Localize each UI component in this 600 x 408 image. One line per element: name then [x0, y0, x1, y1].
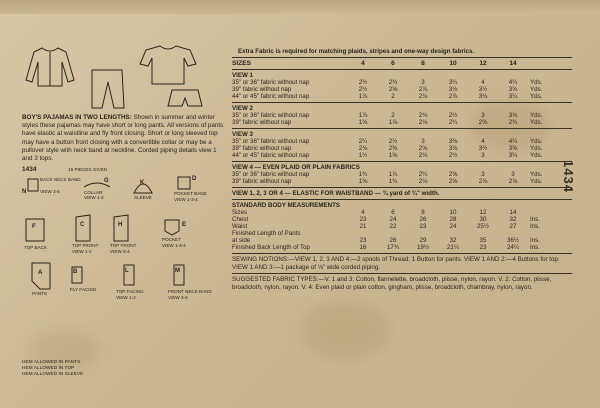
size-value: 12 [479, 60, 487, 67]
yardage-row [232, 79, 572, 86]
row-value: 23 [359, 216, 367, 223]
row-label: 35" or 36" fabric without nap [232, 79, 310, 86]
row-value: 10 [449, 209, 457, 216]
row-label: 35" or 36" fabric without nap [232, 138, 310, 145]
row-value: 25½ [476, 223, 490, 230]
piece-D [172, 175, 207, 203]
row-value: 2¼ [448, 119, 458, 126]
row-value: 1⅞ [358, 93, 368, 100]
piece-name: PANTS [32, 291, 47, 297]
row-value: 2⅞ [448, 93, 458, 100]
row-value: 1¾ [358, 171, 368, 178]
divider [232, 69, 572, 70]
size-value: 10 [449, 60, 457, 67]
divider [232, 102, 572, 103]
row-unit: Yds. [530, 86, 543, 93]
row-label: Chest [232, 216, 249, 223]
row-label: 44" or 45" fabric without nap [232, 152, 310, 159]
piece-name: FLY FACING [70, 287, 97, 293]
row-unit: Ins. [530, 216, 540, 223]
piece-views: VIEW 1-2 [116, 295, 136, 301]
piece-letter: H [118, 222, 123, 229]
row-unit: Yds. [530, 171, 543, 178]
piece-views: VIEW 3-4 [168, 295, 188, 301]
view-title: VIEW 2 [232, 105, 253, 112]
piece-views: VIEW 1-2 [84, 195, 104, 201]
piece-views: VIEW 1-3-4 [174, 197, 198, 203]
row-value: 23 [419, 223, 427, 230]
row-unit: Yds. [530, 79, 543, 86]
row-value: 2⅞ [508, 178, 518, 185]
row-unit: Ins. [530, 223, 540, 230]
row-value: 8 [421, 209, 425, 216]
row-value: 30 [479, 216, 487, 223]
row-value: 1⅝ [358, 119, 368, 126]
row-value: 1⅞ [358, 112, 368, 119]
legend-item: HEM ALLOWED IN SLEEVE [22, 372, 84, 377]
row-value: 2¾ [388, 79, 398, 86]
row-value: 22 [389, 223, 397, 230]
row-value: 4 [361, 209, 365, 216]
row-value: 23 [359, 237, 367, 244]
yardage-row [232, 152, 572, 159]
row-value: 2½ [448, 112, 458, 119]
row-value: 3½ [478, 86, 488, 93]
piece-H [110, 213, 137, 255]
piece-name: TOP FACING [116, 289, 144, 295]
sizes-label: SIZES [232, 60, 252, 67]
row-value: 1⅝ [388, 152, 398, 159]
row-value: 2⅝ [418, 145, 428, 152]
row-value: 4 [481, 138, 485, 145]
row-value: 2⅞ [478, 178, 488, 185]
piece-views: VIEW 3-4 [40, 189, 60, 195]
body-measurements [232, 209, 572, 251]
extra-fabric-note: Extra Fabric is required for matching plaids, stripes and one-way design fabrics. [238, 48, 475, 55]
row-value: 35 [479, 237, 487, 244]
row-value: 2⅛ [418, 93, 428, 100]
piece-K [132, 175, 154, 201]
yardage-row [232, 171, 572, 178]
row-value: 3⅝ [508, 145, 518, 152]
row-value: 4 [481, 79, 485, 86]
row-value: 29 [419, 237, 427, 244]
piece-name: TOP BACK [24, 245, 48, 251]
piece-letter: K [140, 180, 145, 187]
yardage-row [232, 178, 572, 185]
row-value: 17¾ [386, 244, 400, 251]
row-unit: Yds. [530, 178, 543, 185]
row-value: 2⅝ [448, 171, 458, 178]
row-value: 2¾ [508, 119, 518, 126]
view-sections [232, 72, 572, 188]
row-value: 2⅝ [388, 86, 398, 93]
row-value: 23 [479, 244, 487, 251]
view-title: VIEW 1 [232, 72, 253, 79]
piece-letter: L [125, 268, 129, 275]
row-value: 2⅛ [418, 112, 428, 119]
row-value: 19½ [416, 244, 430, 251]
row-value: 4¼ [508, 79, 518, 86]
row-value: 3 [421, 138, 425, 145]
row-value: 6 [391, 209, 395, 216]
piece-name: FRONT NECK BAND [168, 289, 212, 295]
yardage-row [232, 244, 572, 251]
row-label: 39" fabric without nap [232, 178, 292, 185]
row-value: 24 [389, 216, 397, 223]
row-label: at side [232, 237, 251, 244]
pattern-pieces [22, 173, 227, 323]
row-value: 3 [481, 112, 485, 119]
divider [232, 199, 572, 200]
row-value: 3⅛ [478, 93, 488, 100]
row-value: 2¼ [418, 171, 428, 178]
sewing-notions: SEWING NOTIONS:—VIEW 1, 2, 3 AND 4:—2 spools of Thread; 1 Button for pants. VIEW 1 AND 2:—4 Buttons for top. VIEW 1 AND 3:—1 package of ⅛" wide corded piping. [232, 256, 560, 271]
row-value: 2½ [448, 152, 458, 159]
row-value: 21 [359, 223, 367, 230]
piece-letter: M [175, 268, 180, 275]
divider [232, 273, 572, 274]
row-value: 2½ [358, 79, 368, 86]
row-value: 2¼ [358, 138, 368, 145]
row-value: 3⅝ [508, 86, 518, 93]
row-label: 39" fabric without nap [232, 86, 292, 93]
piece-name: SLEEVE [134, 195, 152, 201]
piece-letter: D [192, 176, 197, 183]
piece-L [116, 263, 144, 301]
piece-N [22, 177, 81, 196]
row-value: 3⅜ [448, 138, 458, 145]
piece-name: POCKET BAND [174, 191, 207, 197]
legend-item: HEM ALLOWED IN PANTS [22, 360, 81, 365]
row-unit: Yds. [530, 119, 543, 126]
row-value: 1½ [358, 152, 368, 159]
row-value: 2 [391, 112, 395, 119]
pattern-description [22, 114, 227, 163]
row-value: 3½ [478, 145, 488, 152]
hem-legend [22, 360, 83, 378]
row-value: 3¼ [508, 93, 518, 100]
row-label: 35" or 36" fabric without nap [232, 171, 310, 178]
yardage-row [232, 237, 572, 244]
row-value: 24 [449, 223, 457, 230]
row-value: 3⅛ [508, 112, 518, 119]
piece-name: COLLAR [84, 190, 103, 196]
piece-name: TOP FRONT [110, 243, 137, 249]
row-label: Sizes [232, 209, 248, 216]
side-pattern-number: 1434 [561, 160, 576, 193]
row-unit: Yds. [530, 152, 543, 159]
row-label: 44" or 45" fabric without nap [232, 93, 310, 100]
row-label: Finished Back Length of Top [232, 244, 310, 251]
yardage-row [232, 223, 572, 230]
row-value: 3 [481, 152, 485, 159]
row-unit: Ins. [530, 237, 540, 244]
size-value: 8 [421, 60, 425, 67]
garment-sketches [22, 40, 227, 110]
row-value: 3¼ [448, 79, 458, 86]
piece-M [168, 263, 212, 301]
row-value: 12 [479, 209, 487, 216]
body-measurements-title: STANDARD BODY MEASUREMENTS [232, 202, 341, 209]
sizes-header [232, 60, 572, 67]
view-title: VIEW 3 [232, 131, 253, 138]
row-value: 32 [509, 216, 517, 223]
row-value: 2⅞ [418, 86, 428, 93]
row-value: 2⅛ [418, 178, 428, 185]
yardage-row [232, 119, 572, 126]
piece-F [24, 215, 48, 251]
row-value: 26 [389, 237, 397, 244]
row-value: 28 [449, 216, 457, 223]
row-value: 3⅛ [448, 145, 458, 152]
piece-C [72, 213, 99, 255]
envelope-flap [0, 0, 600, 14]
row-label: 39" fabric without nap [232, 145, 292, 152]
row-label: Finished Length of Pants [232, 230, 301, 237]
yardage-chart [232, 48, 572, 403]
row-value: 1⅝ [358, 178, 368, 185]
row-value: 1¾ [388, 178, 398, 185]
piece-name: BACK NECK BAND [40, 177, 81, 183]
row-value: 3 [421, 79, 425, 86]
yardage-row [232, 216, 572, 223]
row-value: 3¼ [508, 152, 518, 159]
row-value: 24¼ [506, 244, 520, 251]
piece-B [70, 265, 97, 293]
row-value: 16 [359, 244, 367, 251]
piece-G [82, 178, 112, 201]
row-label: Waist [232, 223, 248, 230]
piece-views: VIEW 1-3-4 [162, 243, 186, 249]
row-unit: Ins. [530, 244, 540, 251]
row-value: 3 [511, 171, 515, 178]
elastic-note: VIEW 1, 2, 3 OR 4 — ELASTIC FOR WAISTBAND — ¾ yard of ¾" width. [232, 190, 440, 197]
piece-letter: N [22, 189, 27, 196]
yardage-row [232, 138, 572, 145]
piece-name: POCKET [162, 237, 181, 243]
piece-A [30, 261, 52, 297]
row-unit: Yds. [530, 93, 543, 100]
row-value: 3⅛ [448, 86, 458, 93]
row-value: 1⅞ [388, 119, 398, 126]
piece-letter: G [104, 178, 109, 185]
piece-letter: F [32, 224, 36, 231]
view-title: VIEW 4 — EVEN PLAID OR PLAIN FABRICS [232, 164, 360, 171]
row-value: 3 [481, 171, 485, 178]
yardage-row [232, 209, 572, 216]
divider [232, 161, 572, 162]
piece-name: TOP FRONT [72, 243, 99, 249]
row-value: 1⅞ [388, 171, 398, 178]
yardage-row [232, 93, 572, 100]
piece-letter: C [80, 222, 85, 229]
row-label: 35" or 36" fabric without nap [232, 112, 310, 119]
row-value: 2⅝ [448, 178, 458, 185]
row-value: 2⅜ [388, 145, 398, 152]
pattern-number: 1434 [22, 166, 37, 174]
row-unit: Yds. [530, 145, 543, 152]
piece-E [162, 217, 187, 249]
pattern-number-header [22, 166, 227, 173]
suggested-fabrics: SUGGESTED FABRIC TYPES:—V. 1 and 3: Cotton, flannelette, broadcloth, plisse, nylon, rayon. V. 2: Cotton, plisse, broadcloth, nylon, rayon. V. 4: Even plaid or plain cotton, gingham, plisse, broadcloth, chambray, nylon, rayon. [232, 276, 552, 291]
row-value: 2½ [388, 138, 398, 145]
description-text: Shown in summer and winter styles these pajamas may have short or long pants. All versions of pants have elastic at waistline and fly front closing. Short or long sleeved top may have a button front closing with a convertible collar or may be a pullover style with neck band at neckline. Corded piping details view 1 and 3 tops. [22, 114, 224, 163]
size-value: 4 [361, 60, 365, 67]
row-unit: Yds. [530, 112, 543, 119]
row-value: 32 [449, 237, 457, 244]
divider [232, 253, 572, 254]
piece-views: VIEW 3-4 [110, 249, 130, 255]
size-value: 14 [509, 60, 517, 67]
left-column [22, 40, 227, 408]
divider [232, 57, 572, 58]
piece-views: VIEW 1-2 [72, 249, 92, 255]
row-value: 36½ [506, 237, 520, 244]
yardage-row [232, 86, 572, 93]
pieces-given: 15 PIECES GIVEN [68, 167, 108, 173]
row-value: 2⅛ [418, 152, 428, 159]
row-value: 26 [419, 216, 427, 223]
row-value: 2⅛ [418, 119, 428, 126]
row-value: 2⅝ [478, 119, 488, 126]
row-label: 39" fabric without nap [232, 119, 292, 126]
yardage-row [232, 112, 572, 119]
row-value: 14 [509, 209, 517, 216]
row-value: 2⅛ [358, 145, 368, 152]
yardage-row [232, 145, 572, 152]
size-value: 6 [391, 60, 395, 67]
row-unit: Yds. [530, 138, 543, 145]
row-value: 4¼ [508, 138, 518, 145]
pajama-sketch-icon [22, 40, 222, 110]
row-value: 2 [391, 93, 395, 100]
row-value: 27 [509, 223, 517, 230]
yardage-row [232, 230, 572, 237]
legend-item: HEM ALLOWED IN TOP [22, 366, 75, 371]
description-title: BOY'S PAJAMAS IN TWO LENGTHS: [22, 114, 132, 121]
row-value: 21¼ [446, 244, 460, 251]
piece-letter: E [182, 222, 187, 229]
row-value: 2½ [358, 86, 368, 93]
piece-letter: B [73, 269, 78, 276]
divider [232, 128, 572, 129]
divider [232, 187, 572, 188]
piece-letter: A [38, 270, 43, 277]
